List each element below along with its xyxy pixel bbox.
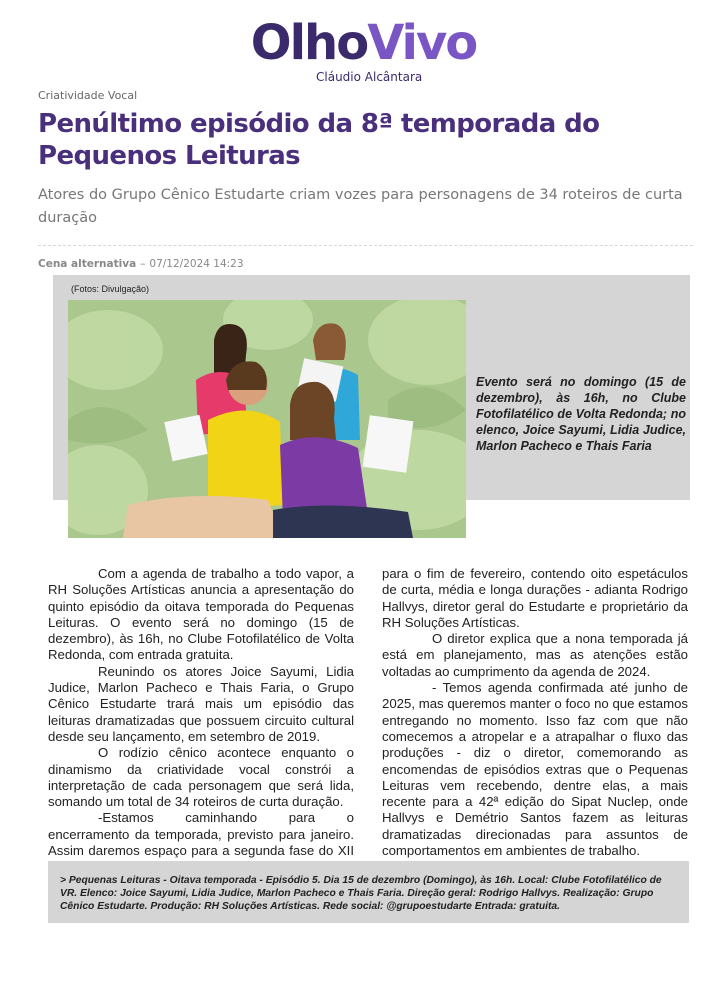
photo-credit: (Fotos: Divulgação) [71,284,150,294]
event-info-box: > Pequenas Leituras - Oitava temporada - Episódio 5. Dia 15 de dezembro (Domingo), às 16h. Local: Clube Fotofilatélico de VR. Elenco: Joice Sayumi, Lidia Judice, Marlon Pacheco e Thais Faria. Direção geral: Rodrigo Hallvys. Realização: Grupo Cênico Estudarte. Produção: RH Soluções Artísticas. Rede social: @grupoestudarte Entrada: gratuita. [48,861,689,923]
article-headline: Penúltimo episódio da 8ª temporada do Pequenos Leituras [38,109,600,171]
author-byline: Cláudio Alcântara [316,70,423,84]
article-column-left [48,566,354,876]
paragraph: O rodízio cênico acontece enquanto o dinamismo da criatividade vocal constrói a interpretação de cada personagem que será lida, somando um total de 34 roteiros de curta duração. [48,745,354,810]
logo-part-vivo: Vivo [367,15,477,71]
article-kicker: Criatividade Vocal [38,89,138,102]
article-column-right [382,566,688,859]
divider [38,245,693,246]
cast-photo-illustration [68,300,466,538]
photo-caption: Evento será no domingo (15 de dezembro), às 16h, no Clube Fotofilatélico de Volta Redonda; no elenco, Joice Sayumi, Lidia Judice, Marlon Pacheco e Thais Faria [476,375,686,453]
paragraph: -Estamos caminhando para o encerramento da temporada, previsto para janeiro. Assim daremos espaço para a segunda fase do XII [48,810,354,859]
article-subhead: Atores do Grupo Cênico Estudarte criam vozes para personagens de 34 roteiros de curta duração [38,187,683,226]
paragraph: - Temos agenda confirmada até junho de 2025, mas queremos manter o foco no que estamos entregando no momento. Isso faz com que não comecemos a atropelar e a atrapalhar o fluxo das produções - diz o diretor, comemorando as encomendas de episódios extras que o Pequenas Leituras vem recebendo, dentre elas, a mais recente para a 42ª edição do Sipat Nuclep, onde Hallvys e Demétrio Santos fazem as leituras dramatizadas direcionadas para assuntos de comportamentos em ambientes de trabalho. [382,680,688,859]
site-logo[interactable] [0,16,727,70]
publish-date: 07/12/2024 14:23 [149,258,244,270]
section-link[interactable]: Cena alternativa [38,258,137,270]
paragraph: Com a agenda de trabalho a todo vapor, a RH Soluções Artísticas anuncia a apresentação do quinto episódio da oitava temporada do Pequenas Leituras. O evento será no domingo (15 de dezembro), às 16h, no Clube Fotofilatélico de Volta Redonda, com entrada gratuita. [48,566,354,663]
paragraph: Reunindo os atores Joice Sayumi, Lidia Judice, Marlon Pacheco e Thais Faria, o Grupo Cênico Estudarte trará mais um episódio das leituras dramatizadas que possuem circuito cultural desde seu lançamento, em setembro de 2019. [48,663,354,744]
paragraph: O diretor explica que a nona temporada já está em planejamento, mas as atenções estão voltadas ao cumprimento da agenda de 2024. [382,631,688,679]
logo-part-olho: Olho [250,15,368,71]
meta-separator: – [140,258,146,270]
masthead [0,16,727,70]
cast-photo[interactable] [68,300,466,538]
article-meta [38,258,244,270]
paragraph: para o fim de fevereiro, contendo oito espetáculos de curta, média e longa durações - adianta Rodrigo Hallvys, diretor geral do Estudarte e proprietário da RH Soluções Artísticas. [382,566,688,630]
